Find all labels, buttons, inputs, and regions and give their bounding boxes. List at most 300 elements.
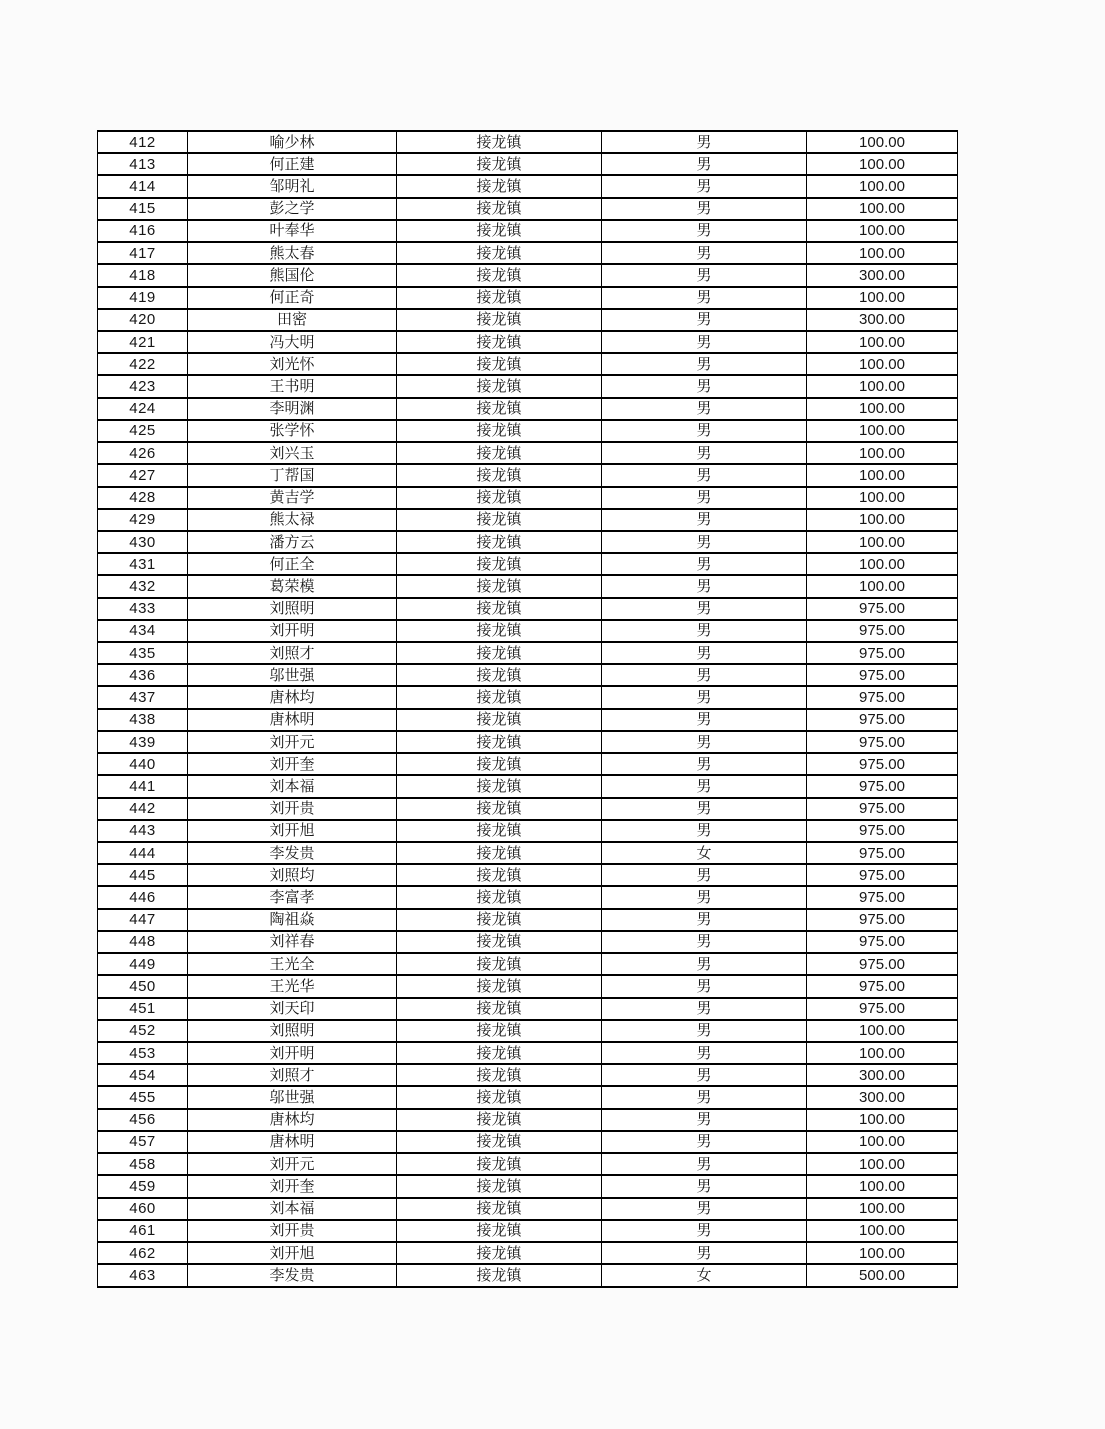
amount-cell: 100.00	[807, 1175, 958, 1197]
gender-cell: 男	[602, 998, 807, 1020]
town-cell: 接龙镇	[397, 1064, 602, 1086]
name-cell: 邬世强	[188, 664, 397, 686]
amount-cell: 100.00	[807, 1042, 958, 1064]
amount-cell: 300.00	[807, 264, 958, 286]
row-number-cell: 439	[98, 731, 188, 753]
town-cell: 接龙镇	[397, 598, 602, 620]
gender-cell: 男	[602, 531, 807, 553]
row-number-cell: 461	[98, 1220, 188, 1242]
row-number-cell: 423	[98, 375, 188, 397]
name-cell: 李发贵	[188, 1264, 397, 1287]
gender-cell: 男	[602, 398, 807, 420]
gender-cell: 男	[602, 953, 807, 975]
table-row	[98, 242, 958, 264]
town-cell: 接龙镇	[397, 575, 602, 597]
table-row	[98, 886, 958, 908]
town-cell: 接龙镇	[397, 798, 602, 820]
gender-cell: 男	[602, 1198, 807, 1220]
row-number-cell: 436	[98, 664, 188, 686]
row-number-cell: 414	[98, 175, 188, 197]
gender-cell: 男	[602, 509, 807, 531]
town-cell: 接龙镇	[397, 1198, 602, 1220]
gender-cell: 男	[602, 309, 807, 331]
gender-cell: 男	[602, 287, 807, 309]
row-number-cell: 432	[98, 575, 188, 597]
table-row	[98, 686, 958, 708]
amount-cell: 975.00	[807, 709, 958, 731]
name-cell: 刘开贵	[188, 798, 397, 820]
town-cell: 接龙镇	[397, 509, 602, 531]
name-cell: 刘照才	[188, 1064, 397, 1086]
gender-cell: 男	[602, 1175, 807, 1197]
row-number-cell: 412	[98, 131, 188, 153]
town-cell: 接龙镇	[397, 864, 602, 886]
table-row	[98, 553, 958, 575]
row-number-cell: 416	[98, 220, 188, 242]
name-cell: 刘开旭	[188, 1242, 397, 1264]
table-row	[98, 598, 958, 620]
name-cell: 刘开奎	[188, 753, 397, 775]
town-cell: 接龙镇	[397, 820, 602, 842]
row-number-cell: 424	[98, 398, 188, 420]
table-row	[98, 842, 958, 864]
town-cell: 接龙镇	[397, 442, 602, 464]
row-number-cell: 430	[98, 531, 188, 553]
town-cell: 接龙镇	[397, 1175, 602, 1197]
gender-cell: 女	[602, 842, 807, 864]
town-cell: 接龙镇	[397, 398, 602, 420]
row-number-cell: 417	[98, 242, 188, 264]
town-cell: 接龙镇	[397, 1220, 602, 1242]
name-cell: 刘照均	[188, 864, 397, 886]
table-row	[98, 464, 958, 486]
name-cell: 刘开明	[188, 1042, 397, 1064]
town-cell: 接龙镇	[397, 998, 602, 1020]
row-number-cell: 458	[98, 1153, 188, 1175]
name-cell: 刘开贵	[188, 1220, 397, 1242]
gender-cell: 男	[602, 775, 807, 797]
gender-cell: 男	[602, 1109, 807, 1131]
row-number-cell: 443	[98, 820, 188, 842]
row-number-cell: 433	[98, 598, 188, 620]
amount-cell: 300.00	[807, 309, 958, 331]
town-cell: 接龙镇	[397, 264, 602, 286]
table-row	[98, 953, 958, 975]
row-number-cell: 434	[98, 620, 188, 642]
table-row	[98, 731, 958, 753]
row-number-cell: 451	[98, 998, 188, 1020]
table-row	[98, 1153, 958, 1175]
row-number-cell: 437	[98, 686, 188, 708]
gender-cell: 男	[602, 931, 807, 953]
town-cell: 接龙镇	[397, 753, 602, 775]
row-number-cell: 462	[98, 1242, 188, 1264]
gender-cell: 男	[602, 353, 807, 375]
town-cell: 接龙镇	[397, 198, 602, 220]
town-cell: 接龙镇	[397, 309, 602, 331]
gender-cell: 男	[602, 242, 807, 264]
town-cell: 接龙镇	[397, 686, 602, 708]
amount-cell: 100.00	[807, 375, 958, 397]
name-cell: 王光华	[188, 975, 397, 997]
gender-cell: 男	[602, 864, 807, 886]
row-number-cell: 448	[98, 931, 188, 953]
table-row	[98, 442, 958, 464]
row-number-cell: 450	[98, 975, 188, 997]
table-row	[98, 909, 958, 931]
amount-cell: 975.00	[807, 798, 958, 820]
name-cell: 刘开旭	[188, 820, 397, 842]
gender-cell: 男	[602, 420, 807, 442]
town-cell: 接龙镇	[397, 909, 602, 931]
amount-cell: 100.00	[807, 420, 958, 442]
town-cell: 接龙镇	[397, 975, 602, 997]
row-number-cell: 415	[98, 198, 188, 220]
row-number-cell: 441	[98, 775, 188, 797]
table-row	[98, 998, 958, 1020]
amount-cell: 975.00	[807, 909, 958, 931]
name-cell: 邬世强	[188, 1086, 397, 1108]
town-cell: 接龙镇	[397, 220, 602, 242]
table-row	[98, 664, 958, 686]
town-cell: 接龙镇	[397, 375, 602, 397]
row-number-cell: 413	[98, 153, 188, 175]
amount-cell: 975.00	[807, 820, 958, 842]
amount-cell: 100.00	[807, 220, 958, 242]
name-cell: 刘光怀	[188, 353, 397, 375]
table-row	[98, 820, 958, 842]
gender-cell: 男	[602, 442, 807, 464]
name-cell: 田密	[188, 309, 397, 331]
amount-cell: 100.00	[807, 1242, 958, 1264]
row-number-cell: 463	[98, 1264, 188, 1287]
town-cell: 接龙镇	[397, 1153, 602, 1175]
gender-cell: 男	[602, 553, 807, 575]
gender-cell: 男	[602, 175, 807, 197]
town-cell: 接龙镇	[397, 953, 602, 975]
gender-cell: 男	[602, 820, 807, 842]
name-cell: 何正全	[188, 553, 397, 575]
row-number-cell: 455	[98, 1086, 188, 1108]
gender-cell: 男	[602, 731, 807, 753]
name-cell: 唐林均	[188, 1109, 397, 1131]
amount-cell: 100.00	[807, 331, 958, 353]
gender-cell: 男	[602, 664, 807, 686]
name-cell: 熊太春	[188, 242, 397, 264]
amount-cell: 100.00	[807, 1198, 958, 1220]
name-cell: 喻少林	[188, 131, 397, 153]
name-cell: 刘兴玉	[188, 442, 397, 464]
row-number-cell: 447	[98, 909, 188, 931]
amount-cell: 975.00	[807, 753, 958, 775]
name-cell: 刘本福	[188, 775, 397, 797]
table-row	[98, 864, 958, 886]
name-cell: 熊国伦	[188, 264, 397, 286]
row-number-cell: 429	[98, 509, 188, 531]
name-cell: 张学怀	[188, 420, 397, 442]
amount-cell: 100.00	[807, 153, 958, 175]
town-cell: 接龙镇	[397, 1042, 602, 1064]
town-cell: 接龙镇	[397, 664, 602, 686]
amount-cell: 975.00	[807, 975, 958, 997]
town-cell: 接龙镇	[397, 1242, 602, 1264]
town-cell: 接龙镇	[397, 553, 602, 575]
gender-cell: 男	[602, 575, 807, 597]
gender-cell: 男	[602, 1086, 807, 1108]
amount-cell: 100.00	[807, 1153, 958, 1175]
amount-cell: 300.00	[807, 1086, 958, 1108]
amount-cell: 100.00	[807, 242, 958, 264]
name-cell: 熊太禄	[188, 509, 397, 531]
town-cell: 接龙镇	[397, 487, 602, 509]
row-number-cell: 454	[98, 1064, 188, 1086]
table-row	[98, 398, 958, 420]
amount-cell: 500.00	[807, 1264, 958, 1287]
row-number-cell: 420	[98, 309, 188, 331]
town-cell: 接龙镇	[397, 420, 602, 442]
name-cell: 李明渊	[188, 398, 397, 420]
town-cell: 接龙镇	[397, 1086, 602, 1108]
payment-table	[97, 130, 958, 1288]
amount-cell: 975.00	[807, 886, 958, 908]
amount-cell: 975.00	[807, 598, 958, 620]
table-row	[98, 1220, 958, 1242]
amount-cell: 100.00	[807, 487, 958, 509]
town-cell: 接龙镇	[397, 531, 602, 553]
row-number-cell: 459	[98, 1175, 188, 1197]
amount-cell: 975.00	[807, 731, 958, 753]
amount-cell: 100.00	[807, 531, 958, 553]
amount-cell: 975.00	[807, 620, 958, 642]
table-row	[98, 287, 958, 309]
table-row	[98, 775, 958, 797]
amount-cell: 100.00	[807, 442, 958, 464]
town-cell: 接龙镇	[397, 620, 602, 642]
name-cell: 刘开元	[188, 1153, 397, 1175]
name-cell: 唐林明	[188, 709, 397, 731]
table-row	[98, 798, 958, 820]
name-cell: 李发贵	[188, 842, 397, 864]
table-row	[98, 975, 958, 997]
gender-cell: 男	[602, 709, 807, 731]
amount-cell: 975.00	[807, 864, 958, 886]
gender-cell: 男	[602, 753, 807, 775]
gender-cell: 男	[602, 464, 807, 486]
gender-cell: 男	[602, 1020, 807, 1042]
table-row	[98, 1064, 958, 1086]
row-number-cell: 446	[98, 886, 188, 908]
name-cell: 刘照明	[188, 1020, 397, 1042]
name-cell: 叶奉华	[188, 220, 397, 242]
row-number-cell: 452	[98, 1020, 188, 1042]
row-number-cell: 418	[98, 264, 188, 286]
gender-cell: 男	[602, 1042, 807, 1064]
town-cell: 接龙镇	[397, 353, 602, 375]
table-row	[98, 175, 958, 197]
town-cell: 接龙镇	[397, 175, 602, 197]
name-cell: 唐林明	[188, 1131, 397, 1153]
table-row	[98, 220, 958, 242]
table-row	[98, 309, 958, 331]
gender-cell: 男	[602, 264, 807, 286]
town-cell: 接龙镇	[397, 331, 602, 353]
name-cell: 何正奇	[188, 287, 397, 309]
name-cell: 冯大明	[188, 331, 397, 353]
amount-cell: 100.00	[807, 398, 958, 420]
amount-cell: 100.00	[807, 1020, 958, 1042]
row-number-cell: 425	[98, 420, 188, 442]
town-cell: 接龙镇	[397, 775, 602, 797]
town-cell: 接龙镇	[397, 709, 602, 731]
name-cell: 丁帮国	[188, 464, 397, 486]
table-row	[98, 487, 958, 509]
amount-cell: 975.00	[807, 998, 958, 1020]
name-cell: 刘开奎	[188, 1175, 397, 1197]
town-cell: 接龙镇	[397, 153, 602, 175]
row-number-cell: 435	[98, 642, 188, 664]
gender-cell: 男	[602, 909, 807, 931]
amount-cell: 975.00	[807, 686, 958, 708]
name-cell: 刘开明	[188, 620, 397, 642]
town-cell: 接龙镇	[397, 131, 602, 153]
row-number-cell: 427	[98, 464, 188, 486]
gender-cell: 男	[602, 1131, 807, 1153]
row-number-cell: 438	[98, 709, 188, 731]
amount-cell: 100.00	[807, 287, 958, 309]
amount-cell: 975.00	[807, 642, 958, 664]
name-cell: 彭之学	[188, 198, 397, 220]
table-row	[98, 753, 958, 775]
town-cell: 接龙镇	[397, 287, 602, 309]
gender-cell: 男	[602, 1242, 807, 1264]
amount-cell: 100.00	[807, 509, 958, 531]
amount-cell: 300.00	[807, 1064, 958, 1086]
gender-cell: 男	[602, 487, 807, 509]
gender-cell: 男	[602, 153, 807, 175]
amount-cell: 975.00	[807, 842, 958, 864]
row-number-cell: 449	[98, 953, 188, 975]
name-cell: 王光全	[188, 953, 397, 975]
gender-cell: 男	[602, 886, 807, 908]
table-row	[98, 1175, 958, 1197]
gender-cell: 男	[602, 975, 807, 997]
amount-cell: 100.00	[807, 553, 958, 575]
table-row	[98, 642, 958, 664]
town-cell: 接龙镇	[397, 242, 602, 264]
name-cell: 刘祥春	[188, 931, 397, 953]
gender-cell: 男	[602, 131, 807, 153]
name-cell: 葛荣模	[188, 575, 397, 597]
table-row	[98, 575, 958, 597]
gender-cell: 男	[602, 1064, 807, 1086]
name-cell: 黄吉学	[188, 487, 397, 509]
amount-cell: 975.00	[807, 664, 958, 686]
table-row	[98, 131, 958, 153]
gender-cell: 男	[602, 686, 807, 708]
table-row	[98, 1042, 958, 1064]
row-number-cell: 460	[98, 1198, 188, 1220]
gender-cell: 女	[602, 1264, 807, 1287]
gender-cell: 男	[602, 220, 807, 242]
row-number-cell: 431	[98, 553, 188, 575]
name-cell: 邹明礼	[188, 175, 397, 197]
name-cell: 潘方云	[188, 531, 397, 553]
name-cell: 唐林均	[188, 686, 397, 708]
amount-cell: 975.00	[807, 931, 958, 953]
gender-cell: 男	[602, 198, 807, 220]
amount-cell: 100.00	[807, 131, 958, 153]
payment-table-body	[98, 131, 958, 1287]
name-cell: 刘照明	[188, 598, 397, 620]
town-cell: 接龙镇	[397, 1020, 602, 1042]
table-row	[98, 1198, 958, 1220]
town-cell: 接龙镇	[397, 731, 602, 753]
row-number-cell: 442	[98, 798, 188, 820]
table-row	[98, 264, 958, 286]
name-cell: 刘开元	[188, 731, 397, 753]
amount-cell: 100.00	[807, 175, 958, 197]
amount-cell: 100.00	[807, 353, 958, 375]
table-row	[98, 931, 958, 953]
table-row	[98, 509, 958, 531]
table-row	[98, 353, 958, 375]
name-cell: 刘本福	[188, 1198, 397, 1220]
row-number-cell: 456	[98, 1109, 188, 1131]
amount-cell: 100.00	[807, 1220, 958, 1242]
table-row	[98, 153, 958, 175]
amount-cell: 100.00	[807, 1131, 958, 1153]
row-number-cell: 457	[98, 1131, 188, 1153]
amount-cell: 100.00	[807, 1109, 958, 1131]
gender-cell: 男	[602, 1153, 807, 1175]
table-row	[98, 1264, 958, 1287]
amount-cell: 975.00	[807, 775, 958, 797]
name-cell: 刘照才	[188, 642, 397, 664]
table-row	[98, 709, 958, 731]
table-row	[98, 331, 958, 353]
table-row	[98, 1242, 958, 1264]
town-cell: 接龙镇	[397, 1264, 602, 1287]
row-number-cell: 419	[98, 287, 188, 309]
amount-cell: 100.00	[807, 575, 958, 597]
gender-cell: 男	[602, 642, 807, 664]
town-cell: 接龙镇	[397, 886, 602, 908]
table-row	[98, 1131, 958, 1153]
row-number-cell: 426	[98, 442, 188, 464]
amount-cell: 975.00	[807, 953, 958, 975]
row-number-cell: 440	[98, 753, 188, 775]
town-cell: 接龙镇	[397, 1131, 602, 1153]
table-row	[98, 375, 958, 397]
table-row	[98, 420, 958, 442]
table-row	[98, 1109, 958, 1131]
row-number-cell: 422	[98, 353, 188, 375]
town-cell: 接龙镇	[397, 1109, 602, 1131]
table-row	[98, 198, 958, 220]
name-cell: 王书明	[188, 375, 397, 397]
row-number-cell: 453	[98, 1042, 188, 1064]
table-row	[98, 1020, 958, 1042]
gender-cell: 男	[602, 620, 807, 642]
row-number-cell: 445	[98, 864, 188, 886]
town-cell: 接龙镇	[397, 842, 602, 864]
town-cell: 接龙镇	[397, 931, 602, 953]
town-cell: 接龙镇	[397, 464, 602, 486]
row-number-cell: 428	[98, 487, 188, 509]
town-cell: 接龙镇	[397, 642, 602, 664]
gender-cell: 男	[602, 1220, 807, 1242]
table-row	[98, 620, 958, 642]
